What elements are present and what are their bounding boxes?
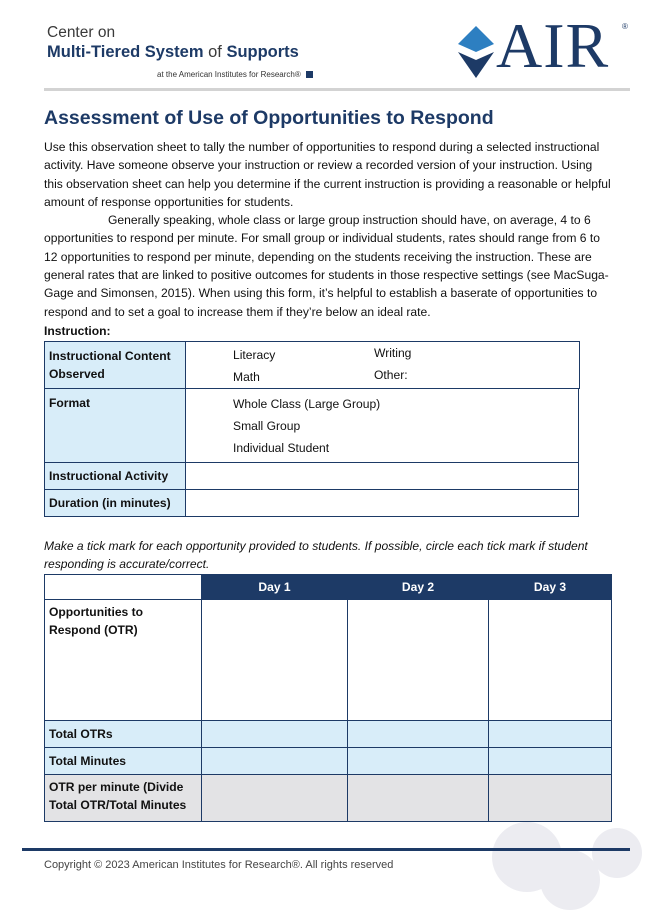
logo-registered-mark: ® — [622, 22, 628, 31]
option-individual-student[interactable]: Individual Student — [233, 441, 330, 455]
activity-row[interactable] — [44, 462, 579, 490]
content-label: Instructional Content Observed — [45, 342, 186, 388]
diamond-logo-icon — [456, 26, 496, 84]
tally-instructions: Make a tick mark for each opportunity provided to students. If possible, circle each tick mark if student responding is accurate/correct. — [44, 539, 588, 571]
total-otrs-day-1-cell[interactable] — [202, 721, 348, 748]
duration-row[interactable] — [44, 489, 579, 517]
otr-day-1-cell[interactable] — [202, 600, 348, 721]
otr-per-minute-row — [45, 775, 612, 822]
org-name — [47, 24, 299, 62]
otr-day-2-cell[interactable] — [348, 600, 489, 721]
intro-paragraph-1: Use this observation sheet to tally the number of opportunities to respond during a selected instructional activity. Have someone observe your instruction or review a recorded version of your instruction. Using this observation sheet can help you determine if the current instruction is providing a reasonable or helpful amount of response opportunities for students. — [44, 140, 611, 209]
air-logo — [456, 10, 632, 82]
org-affiliation-text: at the American Institutes for Research® — [157, 70, 301, 79]
total-minutes-day-1-cell[interactable] — [202, 748, 348, 775]
copyright-text: Copyright © 2023 American Institutes for Research®. All rights reserved — [44, 859, 394, 871]
option-math[interactable]: Math — [233, 370, 260, 384]
org-name-mts: Multi-Tiered System — [47, 43, 204, 61]
header-divider — [44, 88, 630, 91]
total-minutes-day-2-cell[interactable] — [348, 748, 489, 775]
otr-row — [45, 600, 612, 721]
column-day-1: Day 1 — [202, 575, 348, 600]
format-row — [44, 388, 579, 463]
total-minutes-label: Total Minutes — [45, 748, 202, 775]
decorative-circle — [540, 850, 600, 910]
org-name-line1: Center on — [47, 24, 116, 41]
total-otrs-day-3-cell[interactable] — [489, 721, 612, 748]
otr-day-3-cell[interactable] — [489, 600, 612, 721]
column-day-2: Day 2 — [348, 575, 489, 600]
otr-per-minute-day-2-cell[interactable] — [348, 775, 489, 822]
duration-label: Duration (in minutes) — [45, 490, 186, 516]
otr-per-minute-day-3-cell[interactable] — [489, 775, 612, 822]
tally-header-row — [45, 575, 612, 600]
org-affiliation — [157, 70, 313, 79]
total-otrs-day-2-cell[interactable] — [348, 721, 489, 748]
square-icon — [306, 71, 313, 78]
org-name-line2 — [47, 42, 299, 62]
format-label: Format — [45, 389, 186, 462]
logo-text: AIR — [496, 10, 610, 81]
total-otrs-row — [45, 721, 612, 748]
intro-paragraph-2: Generally speaking, whole class or large group instruction should have, on average, 4 to 6 opportunities to respond per minute. For small group or individual students, rates should range from 6 to 12 opportunities to respond per minute, depending on the students receiving the instruction. These are general rates that are linked to positive outcomes for students in those respective settings (see MacSuga-Gage and Simonsen, 2015). When using this form, it’s helpful to establish a baserate of opportunities to respond and to set a goal to increase them if they’re below an ideal rate. — [44, 213, 609, 319]
tally-table — [44, 574, 611, 820]
otr-label: Opportunities to Respond (OTR) — [45, 600, 202, 721]
footer-divider — [22, 848, 630, 851]
column-day-3: Day 3 — [489, 575, 612, 600]
instruction-label: Instruction: — [44, 324, 111, 338]
option-whole-class[interactable]: Whole Class (Large Group) — [233, 397, 381, 411]
otr-per-minute-label: OTR per minute (Divide Total OTR/Total Minutes — [45, 775, 202, 822]
total-minutes-day-3-cell[interactable] — [489, 748, 612, 775]
option-small-group[interactable]: Small Group — [233, 419, 301, 433]
org-name-of: of — [208, 43, 222, 61]
option-literacy[interactable]: Literacy — [233, 348, 276, 362]
activity-label: Instructional Activity — [45, 463, 186, 489]
total-otrs-label: Total OTRs — [45, 721, 202, 748]
otr-per-minute-day-1-cell[interactable] — [202, 775, 348, 822]
option-writing[interactable]: Writing — [374, 346, 412, 360]
intro-text — [44, 138, 614, 321]
option-other[interactable]: Other: — [374, 368, 408, 382]
tally-corner-cell — [45, 575, 202, 600]
org-name-supports: Supports — [226, 43, 299, 61]
total-minutes-row — [45, 748, 612, 775]
content-row — [44, 341, 580, 389]
decorative-circle — [592, 828, 642, 878]
page-title: Assessment of Use of Opportunities to Respond — [44, 107, 494, 129]
